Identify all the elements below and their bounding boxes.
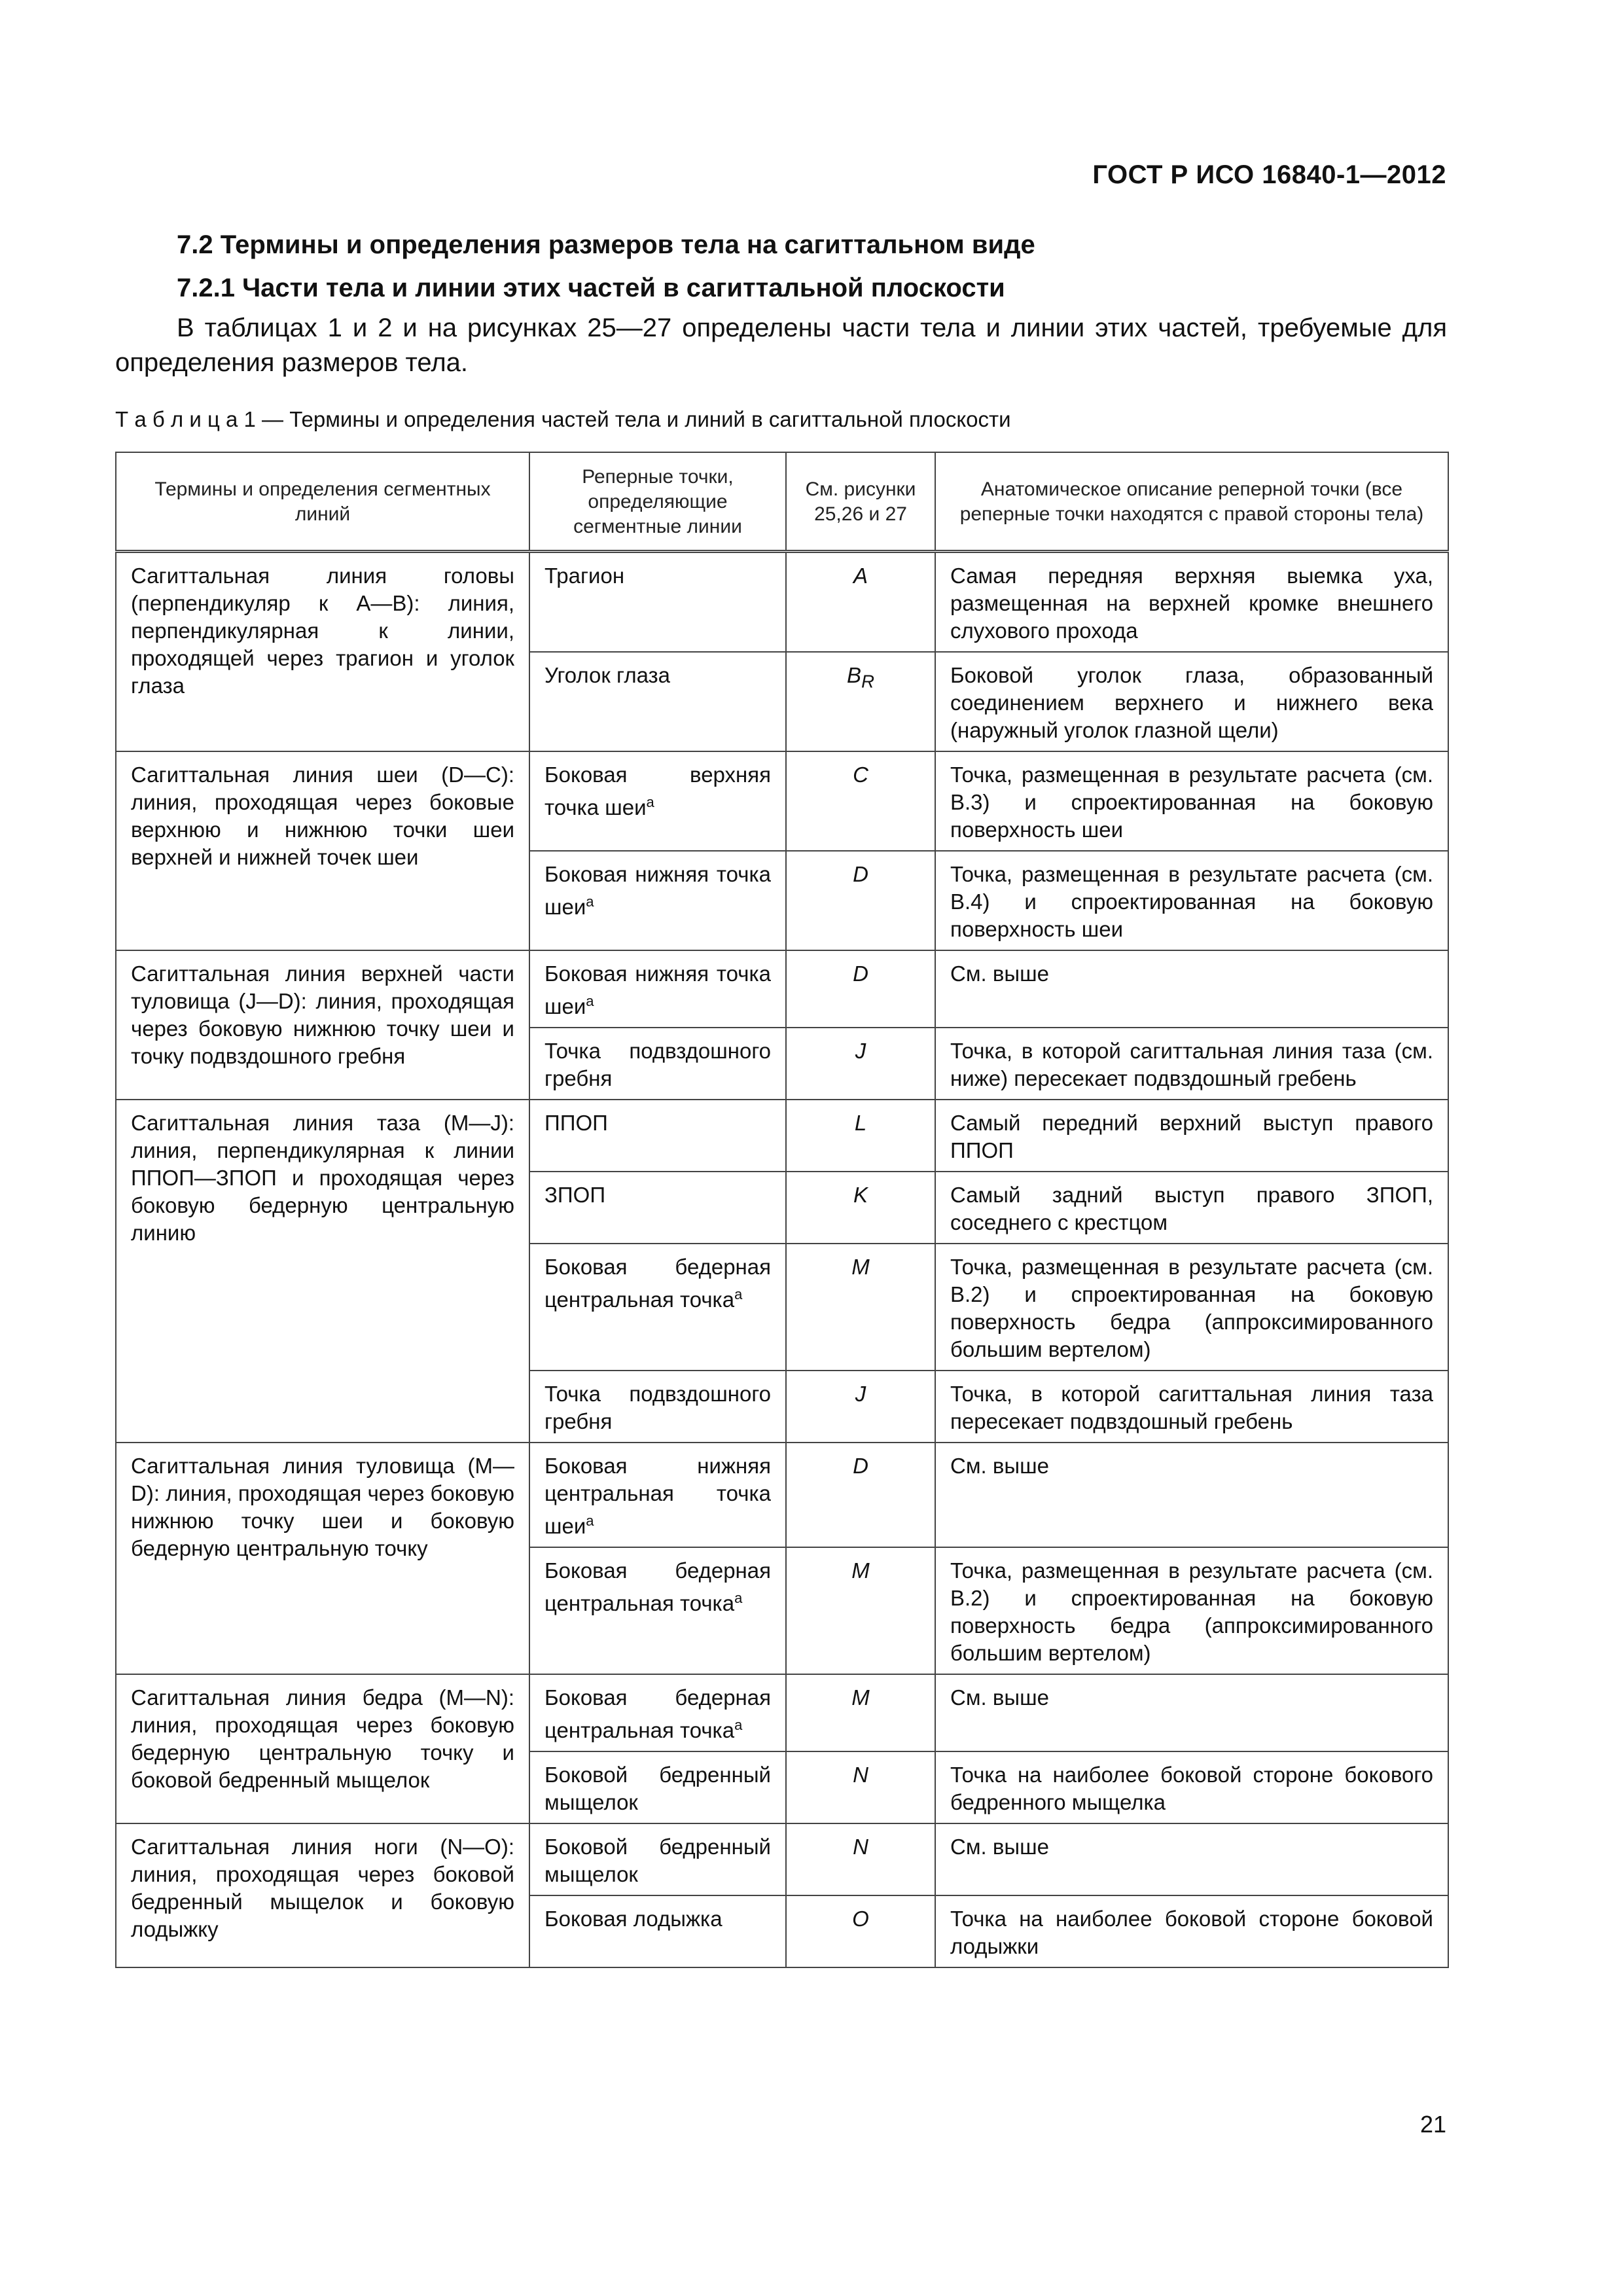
reference-point <box>529 1028 786 1100</box>
figure-letter: L <box>854 1111 867 1135</box>
reference-point-label: Боковой бедренный мыщелок <box>544 1763 771 1814</box>
reference-point <box>529 1547 786 1674</box>
figure-letter-subscript: R <box>861 671 874 692</box>
figure-letter: O <box>852 1907 869 1931</box>
anatomical-description: Точка, в которой сагиттальная линия таза (см. ниже) пересекает подвздошный гребень <box>935 1028 1448 1100</box>
section-title: 7.2 Термины и определения размеров тела на сагиттальном виде <box>177 230 1035 259</box>
footnote-marker: a <box>734 1590 743 1606</box>
figure-reference <box>786 851 935 950</box>
figure-letter: M <box>851 1685 870 1710</box>
reference-point-label: ЗПОП <box>544 1183 606 1207</box>
figure-letter: N <box>853 1763 868 1787</box>
segment-line-term: Сагиттальная линия туловища (M—D): линия, проходящая через боковую нижнюю точку шеи и боковую бедерную центральную точку <box>116 1443 529 1674</box>
anatomical-description: Точка, в которой сагиттальная линия таза пересекает подвздошный гребень <box>935 1371 1448 1443</box>
figure-reference <box>786 1751 935 1823</box>
intro-paragraph: В таблицах 1 и 2 и на рисунках 25—27 определены части тела и линии этих частей, требуемые для определения размеров тела. <box>115 314 1447 377</box>
segment-line-term: Сагиттальная линия шеи (D—C): линия, проходящая через боковые верхнюю и нижнюю точки шеи верхней и нижней точек шеи <box>116 751 529 950</box>
table-row <box>116 950 1448 1028</box>
reference-point-label: Трагион <box>544 564 625 588</box>
anatomical-description: Точка, размещенная в результате расчета (см. В.4) и спроектированная на боковую поверхность шеи <box>935 851 1448 950</box>
reference-point-label: Боковая бедерная центральная точка <box>544 1255 771 1312</box>
reference-point <box>529 950 786 1028</box>
figure-reference <box>786 1823 935 1895</box>
figure-letter: B <box>847 663 862 687</box>
anatomical-description: Самая передняя верхняя выемка уха, размещенная на верхней кромке внешнего слухового прохода <box>935 552 1448 653</box>
anatomical-description: См. выше <box>935 950 1448 1028</box>
figure-letter: M <box>851 1255 870 1279</box>
anatomical-description: Точка, размещенная в результате расчета (см. В.3) и спроектированная на боковую поверхность шеи <box>935 751 1448 851</box>
anatomical-description: Точка, размещенная в результате расчета (см. В.2) и спроектированная на боковую поверхность бедра (аппроксимированного большим вертелом) <box>935 1244 1448 1371</box>
reference-point-label: ППОП <box>544 1111 608 1135</box>
figure-reference <box>786 552 935 653</box>
anatomical-description: См. выше <box>935 1443 1448 1547</box>
figure-reference <box>786 751 935 851</box>
figure-letter: D <box>853 862 868 886</box>
figure-letter: K <box>853 1183 868 1207</box>
footnote-marker: a <box>586 1513 594 1529</box>
reference-point-label: Боковая нижняя центральная точка шеи <box>544 1454 771 1538</box>
reference-point <box>529 1172 786 1244</box>
reference-point <box>529 1674 786 1751</box>
figure-reference <box>786 1028 935 1100</box>
figure-letter: D <box>853 1454 868 1478</box>
table-row <box>116 751 1448 851</box>
figure-reference <box>786 1443 935 1547</box>
reference-point <box>529 1100 786 1172</box>
anatomical-description: Боковой уголок глаза, образованный соединением верхнего и нижнего века (наружный уголок глазной щели) <box>935 652 1448 751</box>
reference-point-label: Боковая верхняя точка шеи <box>544 762 771 819</box>
table-header-row <box>116 452 1448 552</box>
reference-point <box>529 1371 786 1443</box>
footnote-marker: a <box>646 794 654 810</box>
header-terms: Термины и определения сегментных линий <box>116 452 529 552</box>
table-row <box>116 1674 1448 1751</box>
reference-point-label: Боковая нижняя точка шеи <box>544 862 771 919</box>
segment-line-term: Сагиттальная линия таза (M—J): линия, перпендикулярная к линии ППОП—ЗПОП и проходящая через боковую бедерную центральную линию <box>116 1100 529 1443</box>
segment-line-term: Сагиттальная линия ноги (N—O): линия, проходящая через боковой бедренный мыщелок и боковую лодыжку <box>116 1823 529 1967</box>
reference-point-label: Боковая лодыжка <box>544 1907 722 1931</box>
table-row <box>116 1100 1448 1172</box>
footnote-marker: a <box>586 893 594 910</box>
figure-reference <box>786 1674 935 1751</box>
figure-letter: D <box>853 961 868 986</box>
table-caption: Т а б л и ц а 1 — Термины и определения частей тела и линий в сагиттальной плоскости <box>115 407 1011 431</box>
figure-reference <box>786 1244 935 1371</box>
anatomical-description: Точка, размещенная в результате расчета (см. В.2) и спроектированная на боковую поверхность бедра (аппроксимированного большим вертелом) <box>935 1547 1448 1674</box>
table-row <box>116 1823 1448 1895</box>
footnote-marker: a <box>734 1717 743 1733</box>
anatomical-description: Самый передний верхний выступ правого ППОП <box>935 1100 1448 1172</box>
reference-point <box>529 1751 786 1823</box>
footnote-marker: a <box>586 993 594 1009</box>
header-figures: См. рисунки 25,26 и 27 <box>786 452 935 552</box>
reference-point <box>529 1443 786 1547</box>
anatomical-description: Точка на наиболее боковой стороне боковой лодыжки <box>935 1895 1448 1967</box>
header-anatomical-description: Анатомическое описание реперной точки (все реперные точки находятся с правой стороны тела) <box>935 452 1448 552</box>
figure-reference <box>786 950 935 1028</box>
anatomical-description: Самый задний выступ правого ЗПОП, соседнего с крестцом <box>935 1172 1448 1244</box>
reference-point <box>529 1244 786 1371</box>
reference-point <box>529 751 786 851</box>
table-row <box>116 552 1448 653</box>
reference-point-label: Боковой бедренный мыщелок <box>544 1835 771 1886</box>
footnote-marker: a <box>734 1286 743 1302</box>
anatomical-description: Точка на наиболее боковой стороне бокового бедренного мыщелка <box>935 1751 1448 1823</box>
figure-letter: J <box>855 1382 866 1406</box>
figure-letter: C <box>853 762 868 787</box>
figure-reference <box>786 652 935 751</box>
reference-point-label: Боковая нижняя точка шеи <box>544 961 771 1018</box>
figure-letter: A <box>853 564 868 588</box>
anatomical-description: См. выше <box>935 1674 1448 1751</box>
segment-line-term: Сагиттальная линия верхней части туловища (J—D): линия, проходящая через боковую нижнюю точку шеи и точку подвздошного гребня <box>116 950 529 1100</box>
reference-point-label: Боковая бедерная центральная точка <box>544 1685 771 1742</box>
reference-point-label: Точка подвздошного гребня <box>544 1382 771 1433</box>
anatomical-description: См. выше <box>935 1823 1448 1895</box>
page-number: 21 <box>1419 2111 1446 2138</box>
terms-table <box>115 452 1449 1968</box>
reference-point-label: Точка подвздошного гребня <box>544 1039 771 1090</box>
figure-reference <box>786 1100 935 1172</box>
segment-line-term: Сагиттальная линия головы (перпендикуляр к A—B): линия, перпендикулярная к линии, проходящей через трагион и уголок глаза <box>116 552 529 752</box>
reference-point-label: Боковая бедерная центральная точка <box>544 1558 771 1615</box>
reference-point <box>529 851 786 950</box>
header-reference-points: Реперные точки, определяющие сегментные линии <box>529 452 786 552</box>
figure-reference <box>786 1547 935 1674</box>
reference-point-label: Уголок глаза <box>544 663 671 687</box>
reference-point <box>529 1895 786 1967</box>
segment-line-term: Сагиттальная линия бедра (M—N): линия, проходящая через боковую бедерную центральную точку и боковой бедренный мыщелок <box>116 1674 529 1823</box>
document-code: ГОСТ Р ИСО 16840-1—2012 <box>1092 160 1446 189</box>
figure-reference <box>786 1172 935 1244</box>
figure-letter: N <box>853 1835 868 1859</box>
figure-reference <box>786 1895 935 1967</box>
figure-letter: J <box>855 1039 866 1063</box>
figure-letter: M <box>851 1558 870 1583</box>
reference-point <box>529 552 786 653</box>
table-row <box>116 1443 1448 1547</box>
reference-point <box>529 652 786 751</box>
subsection-title: 7.2.1 Части тела и линии этих частей в сагиттальной плоскости <box>177 274 1005 302</box>
reference-point <box>529 1823 786 1895</box>
figure-reference <box>786 1371 935 1443</box>
